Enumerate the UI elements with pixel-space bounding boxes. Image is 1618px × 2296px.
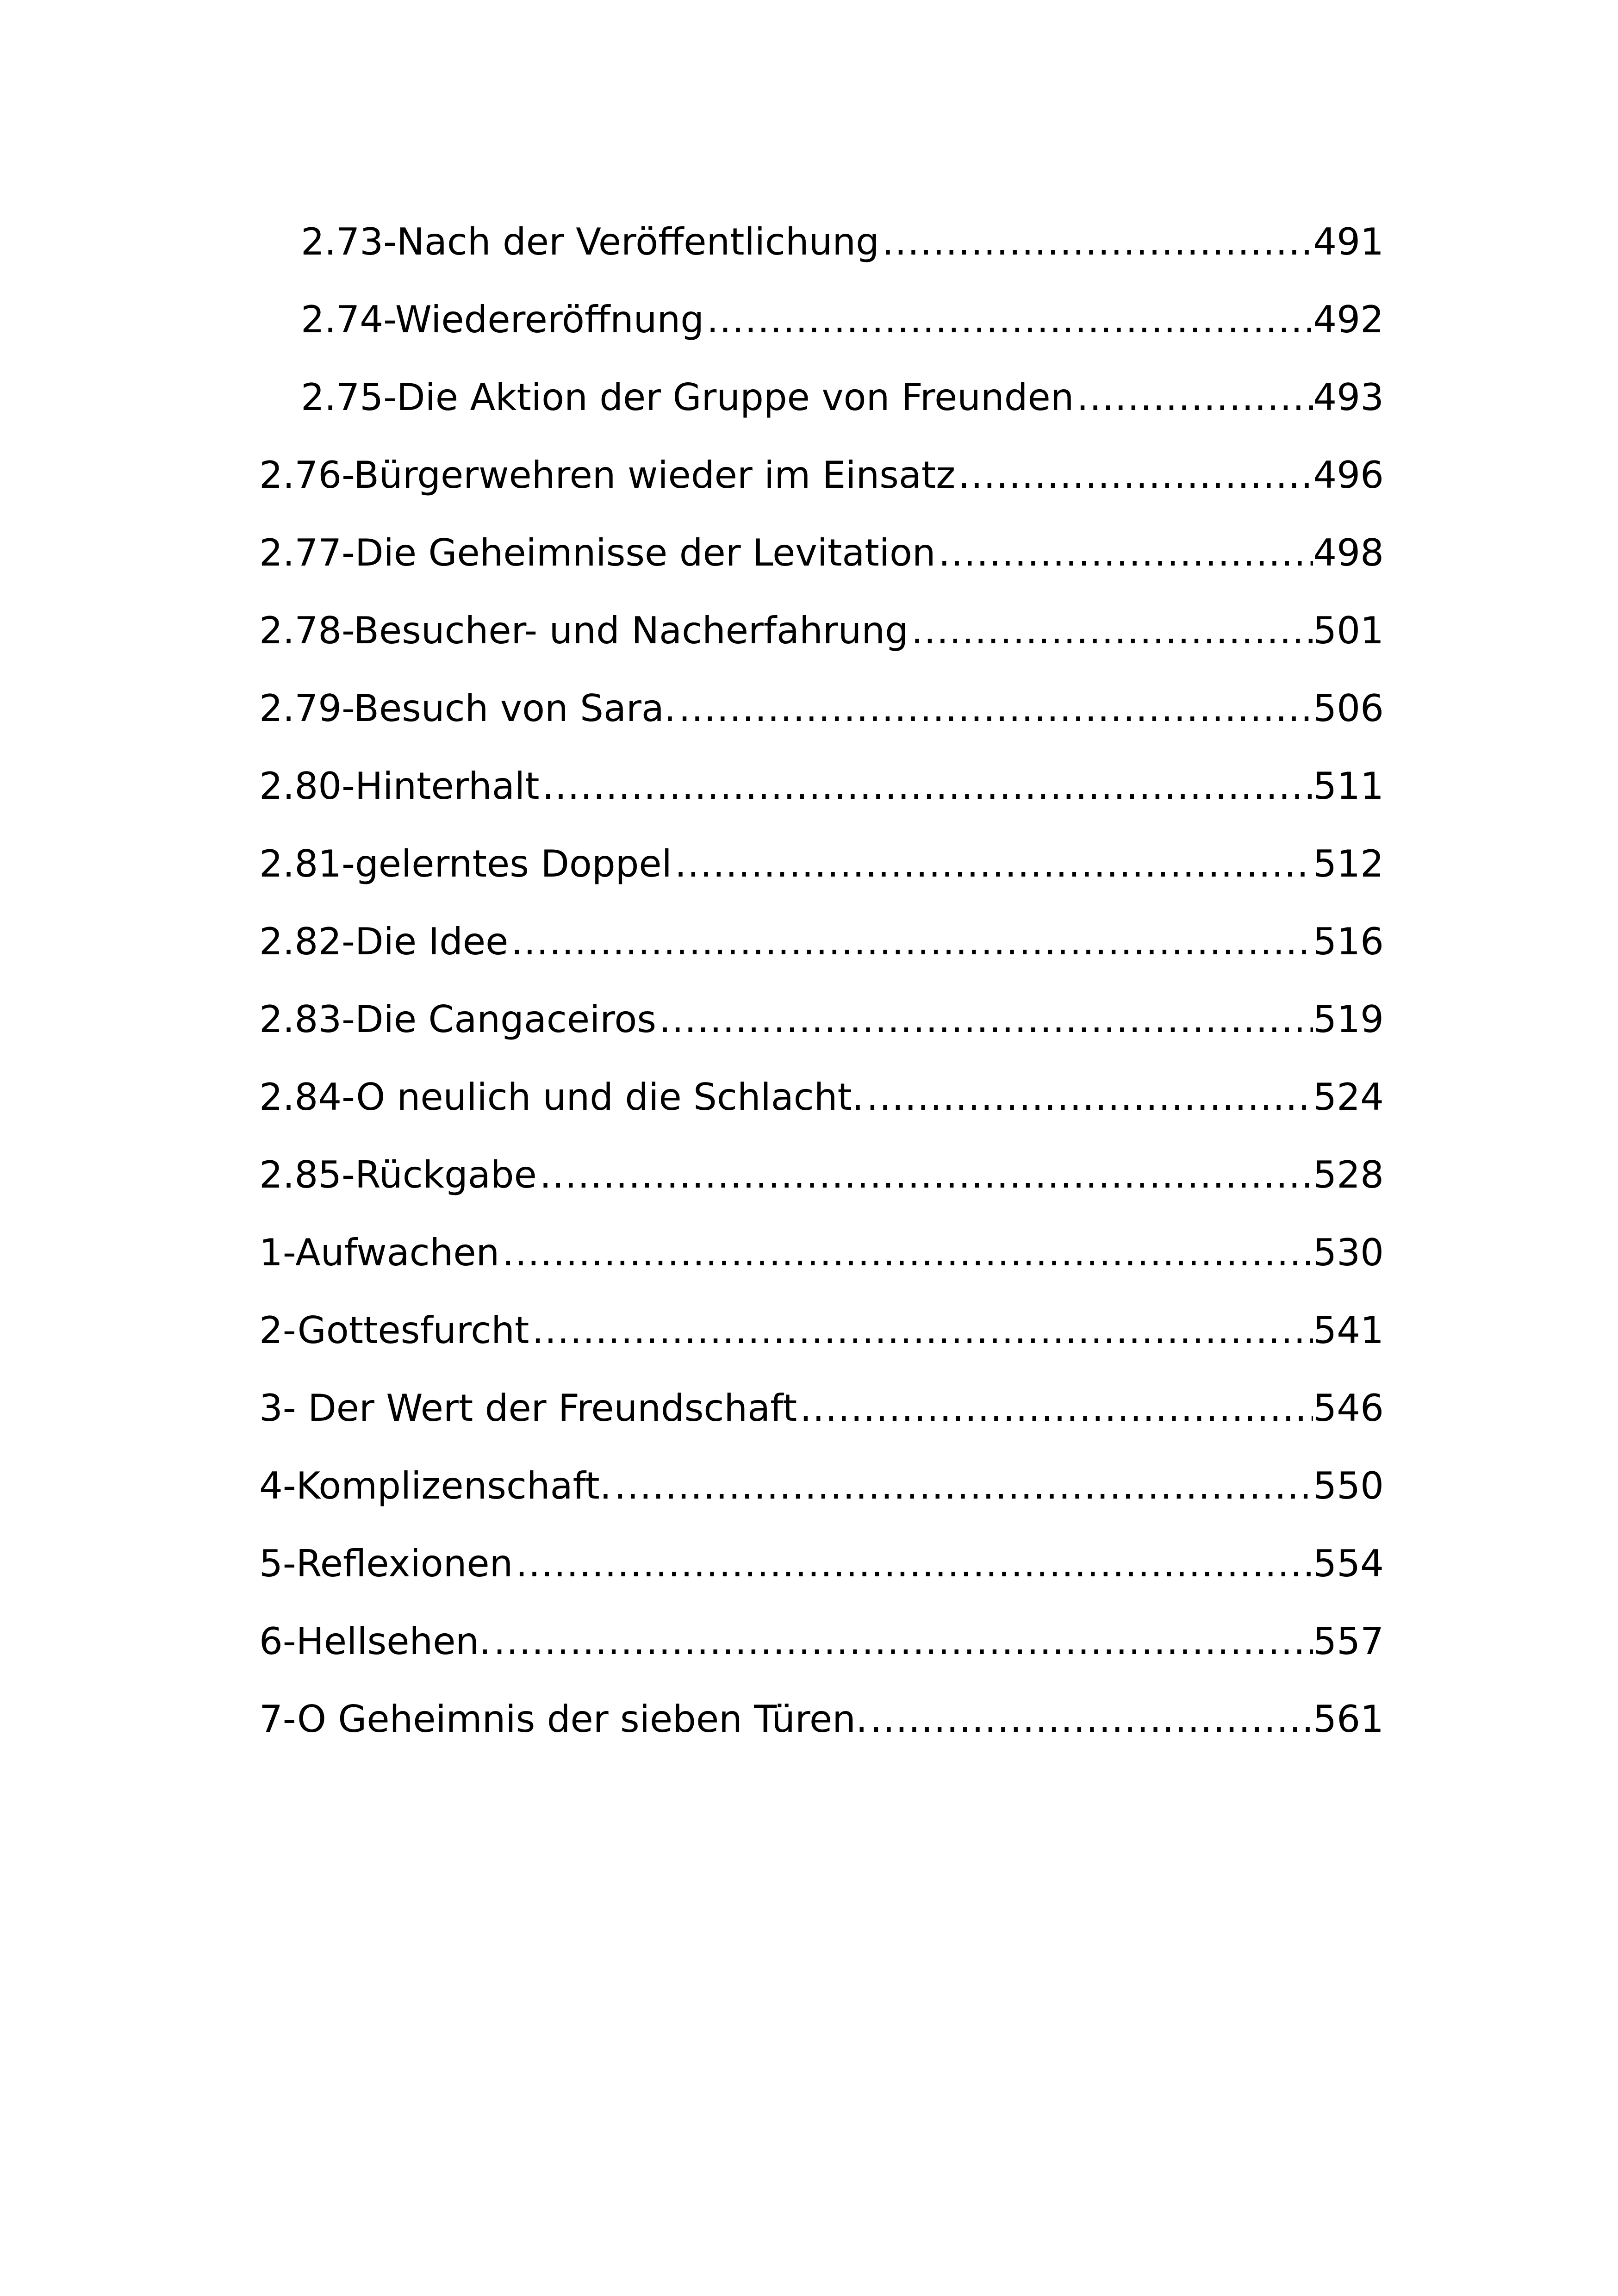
toc-entry-page: 511 [1313, 765, 1384, 808]
dot-leader [676, 683, 1313, 734]
toc-entry-title: 2-Gottesfurcht [259, 1309, 529, 1352]
dot-leader [704, 294, 1313, 345]
toc-entry-page: 546 [1313, 1387, 1384, 1430]
toc-entry[interactable] [301, 372, 1384, 423]
toc-entry-page: 524 [1313, 1076, 1384, 1119]
toc-entry[interactable] [259, 528, 1384, 579]
dot-leader [879, 217, 1313, 268]
toc-entry-title: 2.74-Wiedereröffnung [301, 298, 704, 341]
dot-leader [499, 1227, 1313, 1278]
toc-entry-page: 491 [1313, 220, 1384, 263]
toc-entry[interactable] [259, 761, 1384, 812]
dot-leader [656, 994, 1313, 1045]
toc-entry[interactable] [259, 994, 1384, 1045]
dot-leader [797, 1383, 1313, 1434]
toc-entry-title: 2.78-Besucher- und Nacherfahrung [259, 609, 909, 652]
dot-leader [909, 605, 1313, 656]
dot-leader [611, 1461, 1313, 1512]
toc-entry-title: 3- Der Wert der Freundschaft [259, 1387, 797, 1430]
toc-entry[interactable] [259, 916, 1384, 967]
toc-entry-title: 6-Hellsehen. [259, 1620, 491, 1663]
toc-entry[interactable] [259, 1461, 1384, 1512]
toc-entry-page: 492 [1313, 298, 1384, 341]
toc-entry-title: 2.82-Die Idee [259, 920, 509, 963]
toc-entry[interactable] [301, 217, 1384, 268]
toc-entry[interactable] [259, 1383, 1384, 1434]
toc-entry-title: 2.75-Die Aktion der Gruppe von Freunden [301, 376, 1074, 419]
toc-entry-page: 550 [1313, 1464, 1384, 1507]
dot-leader [867, 1694, 1313, 1745]
toc-entry-title: 2.73-Nach der Veröffentlichung [301, 220, 879, 263]
dot-leader [936, 528, 1313, 579]
dot-leader [491, 1616, 1313, 1667]
dot-leader [537, 1150, 1313, 1201]
toc-entry-title: 2.84-O neulich und die Schlacht. [259, 1076, 864, 1119]
toc-entry[interactable] [259, 450, 1384, 501]
toc-entry-page: 501 [1313, 609, 1384, 652]
toc-entry-page: 496 [1313, 454, 1384, 497]
toc-entry-page: 528 [1313, 1153, 1384, 1196]
toc-entry-title: 2.83-Die Cangaceiros [259, 998, 657, 1041]
toc-entry[interactable] [301, 294, 1384, 345]
toc-entry-title: 4-Komplizenschaft. [259, 1464, 612, 1507]
toc-entry-page: 530 [1313, 1231, 1384, 1274]
toc-entry[interactable] [259, 605, 1384, 656]
toc-entry-title: 2.79-Besuch von Sara. [259, 687, 676, 730]
toc-entry-title: 2.81-gelerntes Doppel [259, 842, 672, 885]
dot-leader [1074, 372, 1313, 423]
toc-entry[interactable] [259, 1227, 1384, 1278]
toc-entry-title: 2.77-Die Geheimnisse der Levitation [259, 531, 936, 574]
toc-entry-title: 2.80-Hinterhalt [259, 765, 540, 808]
toc-entry-page: 516 [1313, 920, 1384, 963]
toc-entry[interactable] [259, 1694, 1384, 1745]
toc-entry-title: 5-Reflexionen [259, 1542, 513, 1585]
dot-leader [529, 1305, 1313, 1356]
toc-entry[interactable] [259, 839, 1384, 890]
toc-entry[interactable] [259, 683, 1384, 734]
toc-entry-title: 2.76-Bürgerwehren wieder im Einsatz [259, 454, 956, 497]
toc-entry-page: 506 [1313, 687, 1384, 730]
dot-leader [864, 1072, 1313, 1123]
toc-entry[interactable] [259, 1305, 1384, 1356]
toc-entry-page: 498 [1313, 531, 1384, 574]
dot-leader [539, 761, 1313, 812]
toc-entry-page: 519 [1313, 998, 1384, 1041]
toc-entry-title: 2.85-Rückgabe [259, 1153, 537, 1196]
dot-leader [955, 450, 1313, 501]
dot-leader [672, 839, 1313, 890]
toc-entry-page: 493 [1313, 376, 1384, 419]
dot-leader [513, 1538, 1313, 1589]
toc-entry-title: 7-O Geheimnis der sieben Türen. [259, 1698, 868, 1741]
dot-leader [508, 916, 1313, 967]
toc-entry[interactable] [259, 1538, 1384, 1589]
toc-entry-page: 512 [1313, 842, 1384, 885]
toc-entry[interactable] [259, 1072, 1384, 1123]
toc-entry-page: 554 [1313, 1542, 1384, 1585]
toc-entry[interactable] [259, 1150, 1384, 1201]
toc-entry-page: 557 [1313, 1620, 1384, 1663]
toc-entry[interactable] [259, 1616, 1384, 1667]
toc-entry-page: 541 [1313, 1309, 1384, 1352]
toc-entry-page: 561 [1313, 1698, 1384, 1741]
toc-entry-title: 1-Aufwachen [259, 1231, 500, 1274]
